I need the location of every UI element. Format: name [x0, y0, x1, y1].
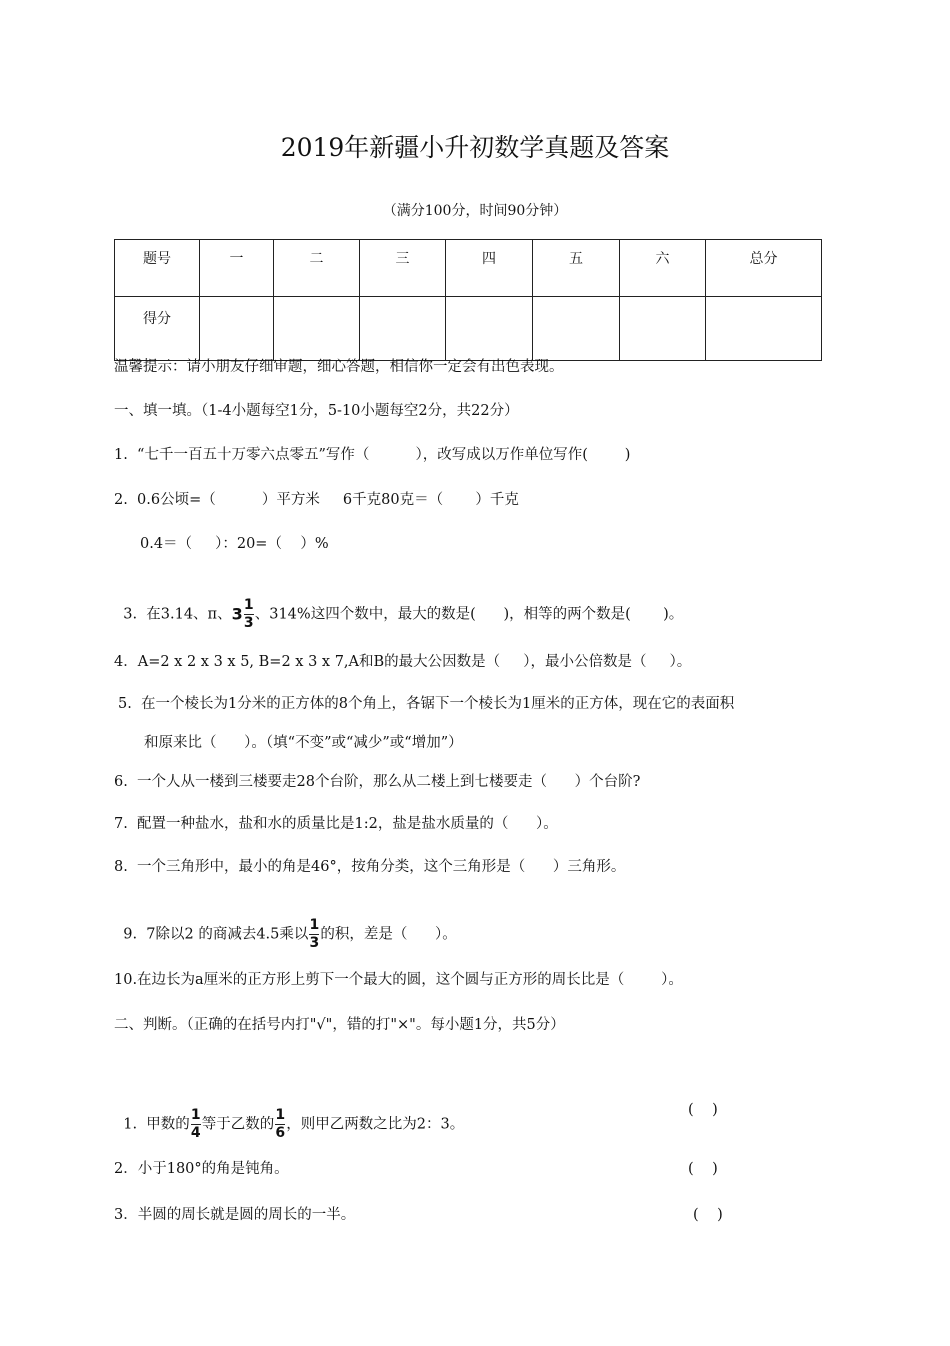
header-cell: 题号: [115, 240, 200, 297]
fraction-denominator: 3: [243, 615, 254, 631]
fraction-numerator: 1: [275, 1107, 286, 1123]
fraction: [191, 1108, 201, 1141]
fraction: [275, 1108, 285, 1141]
score-cell: [620, 297, 706, 361]
judge-3: 3．半圆的周长就是圆的周长的一半。: [114, 1207, 356, 1223]
judge-2: 2．小于180°的角是钝角。: [114, 1161, 289, 1177]
page-subtitle: （满分100分，时间90分钟）: [382, 203, 568, 219]
fraction: [309, 918, 319, 951]
fraction: [244, 598, 254, 631]
header-cell: 五: [533, 240, 620, 297]
judge-1-suffix: ，则甲乙两数之比为2：3。: [286, 1116, 465, 1133]
fraction-numerator: 1: [190, 1107, 201, 1123]
header-cell: 四: [446, 240, 533, 297]
score-cell: [200, 297, 274, 361]
judge-1-middle: 等于乙数的: [201, 1116, 275, 1133]
question-9: [114, 898, 457, 951]
question-9-suffix: 的积，差是（ ）。: [320, 926, 457, 943]
question-3-suffix: 、314%这四个数中，最大的数是( )，相等的两个数是( )。: [254, 606, 684, 623]
question-8: 8. 一个三角形中，最小的角是46°，按角分类，这个三角形是（ ）三角形。: [114, 859, 626, 875]
question-3-prefix: 3. 在3.14、π、: [123, 606, 232, 623]
mixed-number-whole: 3: [231, 604, 243, 624]
question-6: 6. 一个人从一楼到三楼要走28个台阶，那么从二楼上到七楼要走（ ）个台阶?: [114, 774, 641, 790]
answer-parentheses: ( ): [688, 1102, 718, 1118]
header-cell: 总分: [706, 240, 822, 297]
fraction-denominator: 3: [309, 935, 320, 951]
score-table-header-row: [115, 240, 822, 297]
question-7: 7. 配置一种盐水，盐和水的质量比是1:2，盐是盐水质量的（ ）。: [114, 816, 558, 832]
fraction-numerator: 1: [243, 597, 254, 613]
judge-1: [114, 1088, 464, 1141]
fraction-denominator: 6: [275, 1125, 286, 1141]
score-table-score-row: [115, 297, 822, 361]
score-row-label: 得分: [115, 297, 200, 361]
score-cell: [446, 297, 533, 361]
question-1: 1. “七千一百五十万零六点零五”写作（ ），改写成以万作单位写作( ): [114, 447, 631, 463]
question-5-line-1: 5. 在一个棱长为1分米的正方体的8个角上，各锯下一个棱长为1厘米的正方体，现在它的表面积: [118, 696, 735, 712]
score-cell: [533, 297, 620, 361]
header-cell: 一: [200, 240, 274, 297]
score-table: [114, 239, 822, 361]
page-title: 2019年新疆小升初数学真题及答案: [280, 133, 670, 162]
fraction-numerator: 1: [309, 917, 320, 933]
question-5-line-2: 和原来比（ ）。（填“不变”或“减少”或“增加”）: [144, 735, 463, 751]
header-cell: 三: [360, 240, 446, 297]
answer-parentheses: ( ): [693, 1207, 723, 1223]
score-cell: [360, 297, 446, 361]
question-10: 10.在边长为a厘米的正方形上剪下一个最大的圆，这个圆与正方形的周长比是（ ）。: [114, 972, 683, 988]
section2-heading: 二、判断。（正确的在括号内打"√"，错的打"×"。每小题1分，共5分）: [114, 1017, 565, 1033]
header-cell: 二: [274, 240, 360, 297]
question-3: [114, 578, 683, 631]
question-2-part-b: 0.4＝（ ）：20=（ ）%: [140, 536, 329, 552]
header-cell: 六: [620, 240, 706, 297]
answer-parentheses: ( ): [688, 1161, 718, 1177]
score-cell: [274, 297, 360, 361]
fraction-denominator: 4: [190, 1125, 201, 1141]
tip-text: 温馨提示：请小朋友仔细审题，细心答题，相信你一定会有出色表现。: [114, 359, 564, 375]
score-cell: [706, 297, 822, 361]
question-4: 4．A=2 x 2 x 3 x 5, B=2 x 3 x 7,A和B的最大公因数是（ ），最小公倍数是（ ）。: [114, 654, 692, 670]
question-9-prefix: 9. 7除以2 的商减去4.5乘以: [123, 926, 309, 943]
judge-1-prefix: 1. 甲数的: [123, 1116, 190, 1133]
section1-heading: 一、填一填。（1-4小题每空1分，5-10小题每空2分，共22分）: [114, 403, 519, 419]
question-2-part-a: 2. 0.6公顷=（ ）平方米 6千克80克＝（ ）千克: [114, 492, 519, 508]
